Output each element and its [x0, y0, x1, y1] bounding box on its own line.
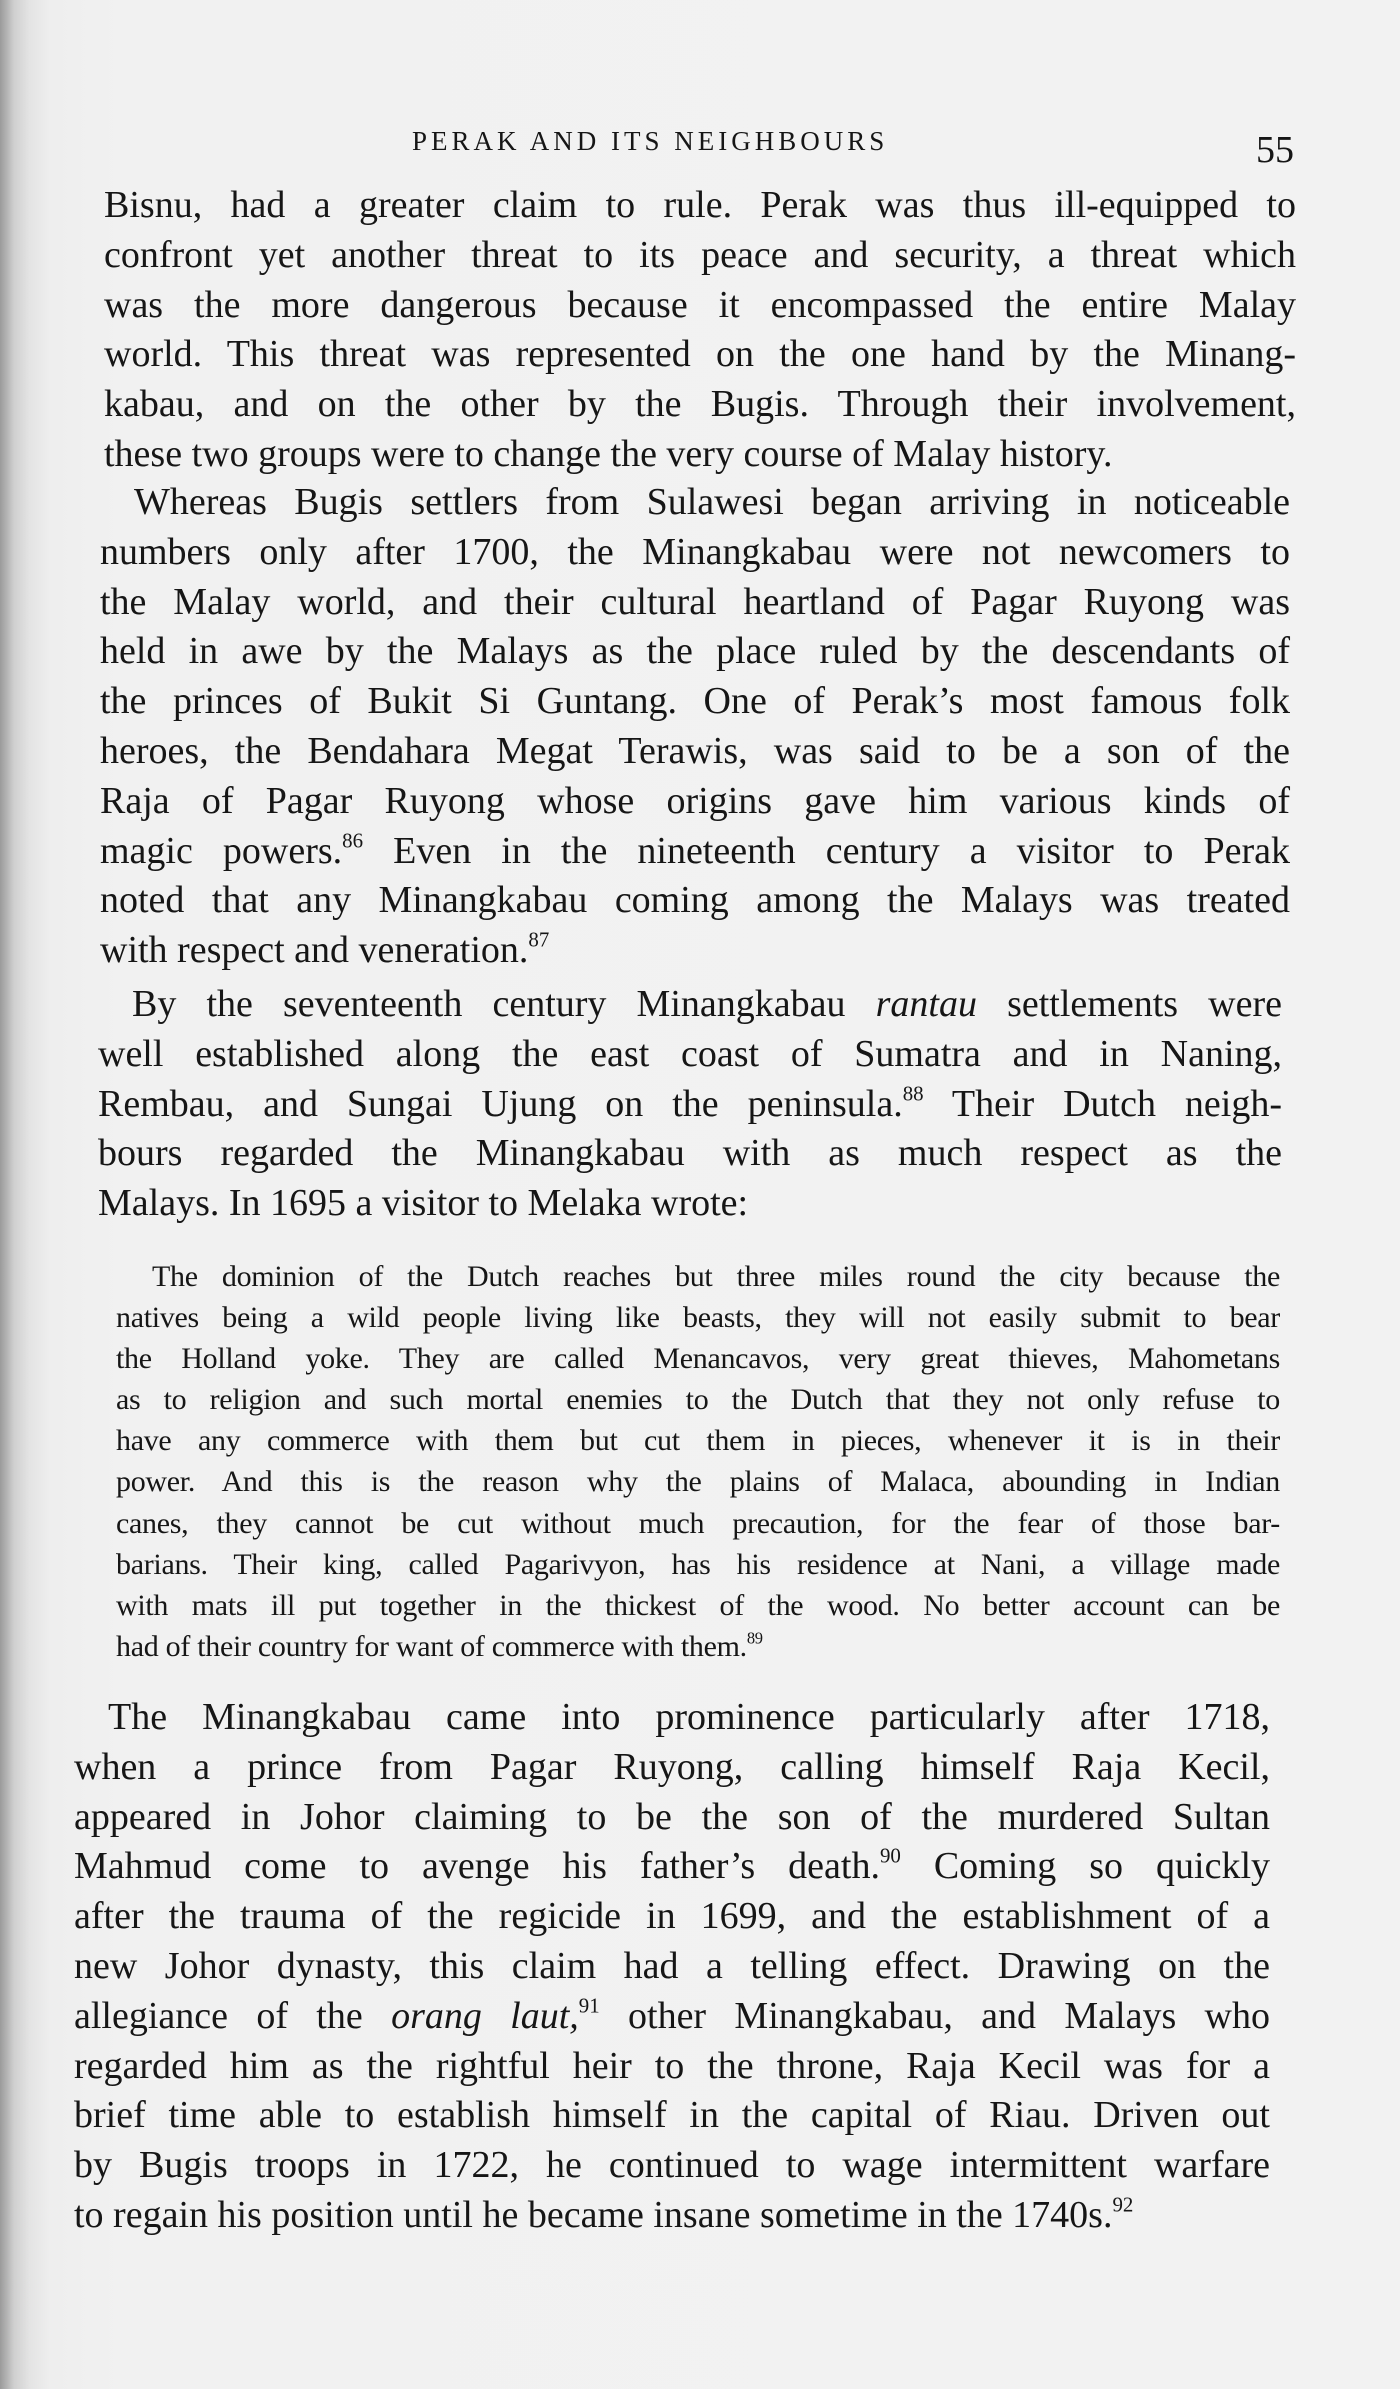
- text-line: [100, 627, 1290, 677]
- text-run: new Johor dynasty, this claim had a telling effect. Drawing on the: [74, 1944, 1270, 1987]
- text-line: [74, 2091, 1270, 2141]
- text-run: settlements were: [976, 983, 1282, 1025]
- text-run: world. This threat was represented on the one hand by the Minang-: [104, 333, 1296, 376]
- text-line: [100, 478, 1290, 528]
- text-line: [100, 677, 1290, 727]
- text-line: [74, 1892, 1270, 1942]
- text-run: numbers only after 1700, the Minangkabau were not newcomers to: [100, 530, 1290, 573]
- italic-text: rantau: [875, 983, 977, 1025]
- text-run: kabau, and on the other by the Bugis. Through their involvement,: [104, 383, 1296, 426]
- text-run: canes, they cannot be cut without much precaution, for the fear of those bar-: [116, 1506, 1280, 1540]
- text-line: [104, 330, 1296, 380]
- block-quote: [116, 1256, 1280, 1667]
- text-line: [98, 980, 1282, 1030]
- text-run: other Minangkabau, and Malays who: [599, 1994, 1270, 2037]
- text-line: [74, 2141, 1270, 2191]
- text-run: Bisnu, had a greater claim to rule. Perak was thus ill-equipped to: [104, 184, 1296, 226]
- text-run: barians. Their king, called Pagarivyon, has his residence at Nani, a village made: [116, 1547, 1280, 1581]
- text-line: [74, 1992, 1270, 2042]
- text-line: [74, 1743, 1270, 1793]
- text-line: [98, 1129, 1282, 1179]
- text-line: [104, 231, 1296, 281]
- text-line: [100, 876, 1290, 926]
- text-run: Malays. In 1695 a visitor to Melaka wrote:: [98, 1182, 749, 1225]
- text-run: when a prince from Pagar Ruyong, calling himself Raja Kecil,: [74, 1745, 1270, 1788]
- text-line: [100, 578, 1290, 628]
- text-run: heroes, the Bendahara Megat Terawis, was said to be a son of the: [100, 729, 1290, 772]
- paragraph-2: [100, 478, 1290, 976]
- text-run: Their Dutch neigh-: [923, 1082, 1282, 1125]
- text-line: [100, 926, 1290, 976]
- text-line: [74, 2191, 1270, 2241]
- text-line: [74, 1842, 1270, 1892]
- text-run: Even in the nineteenth century a visitor to Perak: [363, 829, 1290, 872]
- text-line: [100, 727, 1290, 777]
- text-line: [98, 1030, 1282, 1080]
- text-line: [116, 1461, 1280, 1502]
- text-run: Mahmud come to avenge his father’s death.: [74, 1845, 880, 1888]
- text-run: by Bugis troops in 1722, he continued to wage intermittent warfare: [74, 2144, 1270, 2187]
- footnote-ref: 88: [902, 1080, 924, 1105]
- page-number: 55: [1256, 129, 1294, 171]
- text-run: these two groups were to change the very course of Malay history.: [104, 432, 1113, 475]
- text-run: noted that any Minangkabau coming among the Malays was treated: [100, 879, 1290, 922]
- text-run: The dominion of the Dutch reaches but three miles round the city because the: [152, 1260, 1280, 1293]
- text-line: [74, 2042, 1270, 2092]
- text-run: the Malay world, and their cultural heartland of Pagar Ruyong was: [100, 580, 1290, 623]
- text-run: to regain his position until he became insane sometime in the 1740s.: [74, 2193, 1113, 2236]
- text-run: had of their country for want of commerce with them.: [116, 1629, 747, 1663]
- text-run: with mats ill put together in the thickest of the wood. No better account can be: [116, 1588, 1280, 1622]
- text-run: appeared in Johor claiming to be the son of the murdered Sultan: [74, 1795, 1270, 1838]
- text-line: [74, 1693, 1270, 1743]
- text-line: [104, 380, 1296, 430]
- text-line: [116, 1585, 1280, 1626]
- text-line: [104, 430, 1296, 480]
- text-run: the princes of Bukit Si Guntang. One of Perak’s most famous folk: [100, 680, 1290, 723]
- text-line: [98, 1080, 1282, 1130]
- text-run: regarded him as the rightful heir to the throne, Raja Kecil was for a: [74, 2044, 1270, 2087]
- paragraph-3: [98, 980, 1282, 1229]
- text-run: was the more dangerous because it encompassed the entire Malay: [104, 283, 1296, 326]
- text-run: brief time able to establish himself in the capital of Riau. Driven out: [74, 2094, 1270, 2137]
- text-run: Rembau, and Sungai Ujung on the peninsula.: [98, 1082, 903, 1125]
- text-run: have any commerce with them but cut them in pieces, whenever it is in their: [116, 1424, 1280, 1458]
- text-line: [100, 528, 1290, 578]
- text-line: [100, 777, 1290, 827]
- text-run: held in awe by the Malays as the place ruled by the descendants of: [100, 630, 1290, 673]
- footnote-ref: 92: [1112, 2192, 1134, 2217]
- footnote-ref: 90: [879, 1843, 901, 1868]
- text-run: as to religion and such mortal enemies to the Dutch that they not only refuse to: [116, 1383, 1280, 1417]
- text-run: Raja of Pagar Ruyong whose origins gave him various kinds of: [100, 779, 1290, 822]
- text-line: [98, 1179, 1282, 1229]
- text-line: [116, 1297, 1280, 1338]
- text-run: power. And this is the reason why the plains of Malaca, abounding in Indian: [116, 1465, 1280, 1499]
- text-run: confront yet another threat to its peace and security, a threat which: [104, 233, 1296, 276]
- text-run: Coming so quickly: [900, 1845, 1270, 1888]
- text-run: natives being a wild people living like beasts, they will not easily submit to bear: [116, 1301, 1280, 1335]
- paragraph-4: [74, 1693, 1270, 2241]
- text-run: magic powers.: [100, 829, 343, 872]
- paragraph-1: [104, 181, 1296, 480]
- text-run: bours regarded the Minangkabau with as much respect as the: [98, 1132, 1282, 1175]
- text-run: well established along the east coast of Sumatra and in Naning,: [98, 1032, 1282, 1075]
- text-line: [104, 181, 1296, 231]
- text-run: The Minangkabau came into prominence particularly after 1718,: [108, 1696, 1270, 1738]
- text-run: Whereas Bugis settlers from Sulawesi began arriving in noticeable: [134, 481, 1290, 523]
- text-run: By the seventeenth century Minangkabau: [132, 983, 876, 1025]
- text-line: [116, 1626, 1280, 1667]
- italic-text: orang laut,: [391, 1994, 579, 2037]
- footnote-ref: 86: [342, 827, 364, 852]
- text-line: [116, 1256, 1280, 1297]
- text-line: [116, 1338, 1280, 1379]
- running-head: PERAK AND ITS NEIGHBOURS: [412, 126, 889, 156]
- footnote-ref: 91: [578, 1993, 600, 2018]
- text-line: [116, 1503, 1280, 1544]
- text-line: [116, 1420, 1280, 1461]
- text-line: [104, 281, 1296, 331]
- text-run: the Holland yoke. They are called Menancavos, very great thieves, Mahometans: [116, 1342, 1280, 1376]
- text-run: with respect and veneration.: [100, 929, 529, 972]
- text-line: [116, 1379, 1280, 1420]
- footnote-ref: 89: [746, 1628, 763, 1648]
- text-line: [74, 1793, 1270, 1843]
- text-run: allegiance of the: [74, 1994, 392, 2037]
- text-run: after the trauma of the regicide in 1699, and the establishment of a: [74, 1895, 1270, 1938]
- text-line: [116, 1544, 1280, 1585]
- text-line: [74, 1942, 1270, 1992]
- footnote-ref: 87: [528, 927, 550, 952]
- text-line: [100, 827, 1290, 877]
